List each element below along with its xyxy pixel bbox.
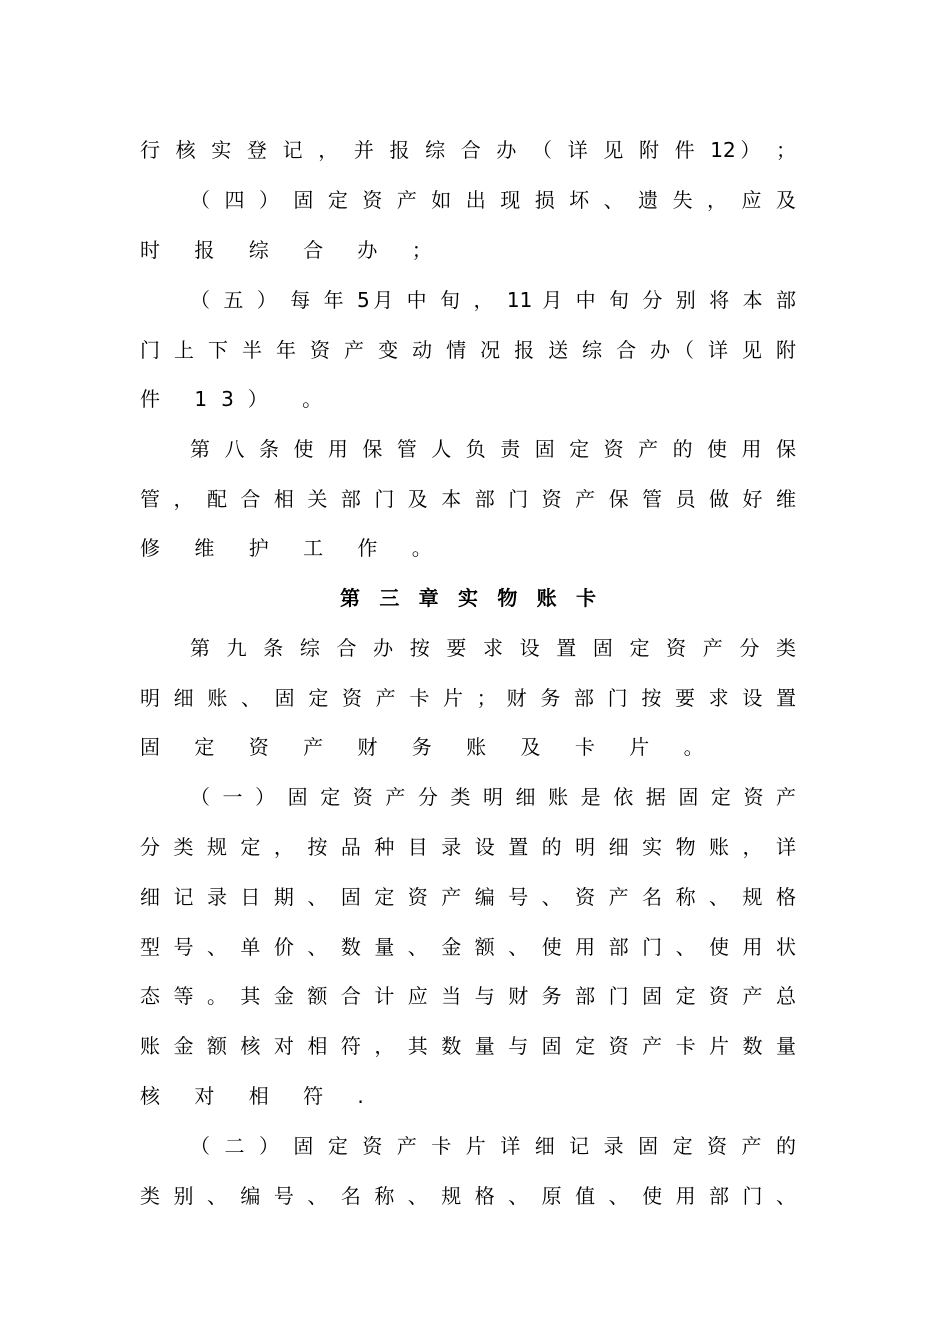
text-line: 型 号 、 单 价 、 数 量 、 金 额 、 使 用 部 门 、 使 用 状 <box>140 935 796 959</box>
text-line: 细 记 录 日 期 、 固 定 资 产 编 号 、 资 产 名 称 、 规 格 <box>140 885 796 909</box>
text-line: （ 一 ） 固 定 资 产 分 类 明 细 账 是 依 据 固 定 资 产 <box>190 785 796 809</box>
text-line: （ 五 ） 每 年 5月 中 旬 ， 11 月 中 旬 分 别 将 本 部 <box>190 288 796 312</box>
text-line: 账 金 额 核 对 相 符 ， 其 数 量 与 固 定 资 产 卡 片 数 量 <box>140 1034 796 1058</box>
text-line: 固 定 资 产 财 务 账 及 卡 片 。 <box>140 735 718 759</box>
text-line: 分 类 规 定 ， 按 品 种 目 录 设 置 的 明 细 实 物 账 ， 详 <box>140 835 796 859</box>
text-line: 态 等 。 其 金 额 合 计 应 当 与 财 务 部 门 固 定 资 产 总 <box>140 984 796 1008</box>
chapter-heading: 第 三 章 实 物 账 卡 <box>340 586 596 610</box>
text-line: 明 细 账 、 固 定 资 产 卡 片 ； 财 务 部 门 按 要 求 设 置 <box>140 686 796 710</box>
text-line: 第 九 条 综 合 办 按 要 求 设 置 固 定 资 产 分 类 <box>190 636 796 660</box>
text-line: 管 ， 配 合 相 关 部 门 及 本 部 门 资 产 保 管 员 做 好 维 <box>140 487 796 511</box>
text-line: 第 八 条 使 用 保 管 人 负 责 固 定 资 产 的 使 用 保 <box>190 437 796 461</box>
text-line: （ 二 ） 固 定 资 产 卡 片 详 细 记 录 固 定 资 产 的 <box>190 1134 796 1158</box>
text-line: 件 13） 。 <box>140 387 337 411</box>
text-line: 修 维 护 工 作 。 <box>140 536 446 560</box>
text-line: 时 报 综 合 办 ； <box>140 238 446 262</box>
text-line: 行 核 实 登 记 ， 并 报 综 合 办 （ 详 见 附 件 12） ； <box>140 138 796 162</box>
text-line: 类 别 、 编 号 、 名 称 、 规 格 、 原 值 、 使 用 部 门 、 <box>140 1184 796 1208</box>
text-line: （ 四 ） 固 定 资 产 如 出 现 损 坏 、 遗 失 ， 应 及 <box>190 188 796 212</box>
text-line: 核 对 相 符 . <box>140 1084 378 1108</box>
text-line: 门 上 下 半 年 资 产 变 动 情 况 报 送 综 合 办（ 详 见 附 <box>140 338 796 362</box>
